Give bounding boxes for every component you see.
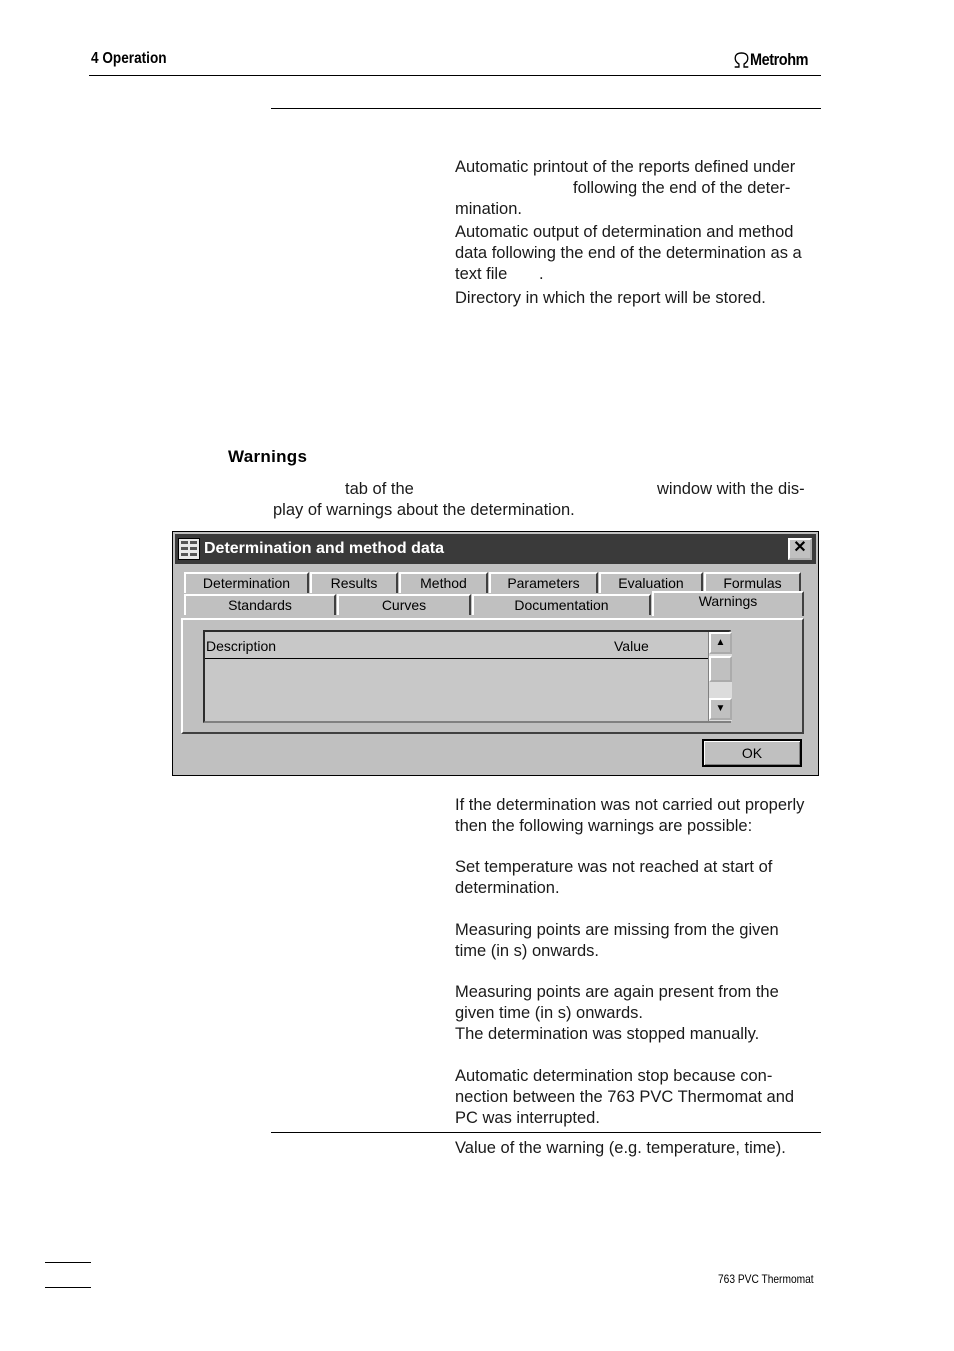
warnings-heading: Warnings [228,447,308,466]
column-description[interactable]: Description [206,638,277,654]
warnings-intro-line2: play of warnings about the determination. [273,501,575,519]
tab-results[interactable]: Results [310,572,398,593]
tab-documentation[interactable]: Documentation [472,594,651,615]
footer-product: 763 PVC Thermomat [718,1272,814,1286]
scroll-thumb[interactable] [709,656,732,682]
tab-parameters[interactable]: Parameters [489,572,598,593]
scroll-up-button[interactable] [709,632,732,654]
warning4: The determination was stopped manually. [455,1025,760,1043]
tab-evaluation[interactable]: Evaluation [599,572,703,593]
arrow-down-icon: ▼ [715,703,726,714]
scroll-down-button[interactable] [709,698,732,720]
warnings-panel [181,618,804,734]
tab-formulas[interactable]: Formulas [704,572,801,593]
metrohm-logo [733,50,808,70]
determination-dialog [172,531,819,776]
auto-print-line3: mination. [455,200,522,218]
footer-rule-bottom [45,1287,91,1288]
value-rule [271,1132,821,1133]
section-rule [271,108,821,109]
tab-curves[interactable]: Curves [337,594,471,615]
intro-line2: then the following warnings are possible: [455,817,753,835]
value-description: Value of the warning (e.g. temperature, time). [455,1139,786,1157]
warning5-line2: nection between the 763 PVC Thermomat and [455,1088,795,1106]
auto-output-line3: text file [455,265,508,283]
warning5-line1: Automatic determination stop because con- [455,1067,773,1085]
intro-line1: If the determination was not carried out properly [455,796,805,814]
chapter-heading: 4 Operation [91,50,167,67]
vertical-scrollbar[interactable] [708,632,732,721]
footer-rule-top [45,1262,91,1263]
header-rule [89,75,821,76]
warnings-intro-part1: tab of the [345,480,414,498]
close-icon: ✕ [793,539,807,556]
auto-output-line2: data following the end of the determination as a [455,244,802,262]
auto-output-line1: Automatic output of determination and method [455,223,794,241]
window-icon [178,538,200,560]
warning3-line1: Measuring points are again present from the [455,983,779,1001]
warnings-list[interactable] [203,630,731,723]
list-header [205,632,729,659]
tab-warnings[interactable]: Warnings [652,591,804,616]
tab-determination[interactable]: Determination [184,572,309,593]
warning5-line3: PC was interrupted. [455,1109,600,1127]
tab-method[interactable]: Method [399,572,488,593]
close-button[interactable] [788,538,812,560]
column-value[interactable]: Value [614,638,649,654]
arrow-up-icon: ▲ [715,637,726,648]
dialog-title-bar[interactable] [175,534,816,564]
ok-button[interactable]: OK [702,739,802,767]
dialog-title: Determination and method data [204,540,445,557]
warning3-line2: given time (in s) onwards. [455,1004,643,1022]
brand-name: Metrohm [750,50,809,69]
warnings-intro-part2: window with the dis- [657,480,805,498]
omega-icon [733,51,750,69]
warning2-line1: Measuring points are missing from the given [455,921,779,939]
warning2-line2: time (in s) onwards. [455,942,599,960]
auto-print-line2: following the end of the deter- [573,179,791,197]
warning1-line1: Set temperature was not reached at start of [455,858,773,876]
tab-standards[interactable]: Standards [184,594,336,615]
directory-description: Directory in which the report will be stored. [455,289,766,307]
auto-output-period: . [539,265,544,283]
warning1-line2: determination. [455,879,560,897]
auto-print-line1: Automatic printout of the reports defined under [455,158,796,176]
